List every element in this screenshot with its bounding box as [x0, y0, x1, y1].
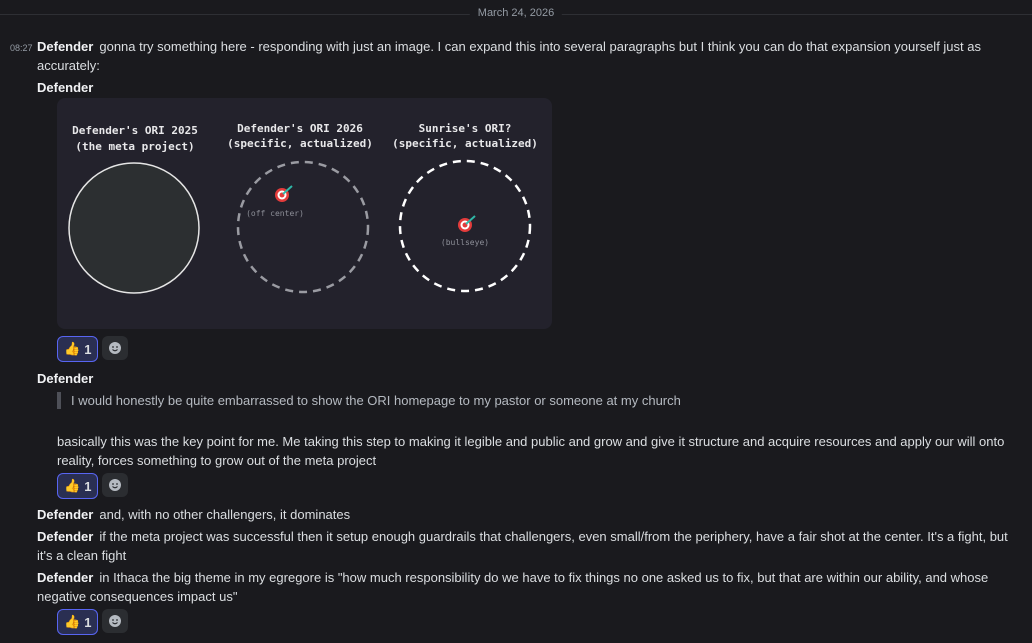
- message-author[interactable]: Defender: [37, 507, 94, 522]
- message-text: if the meta project was successful then it setup enough guardrails that challengers, even small/from the periphery, have a fair shot at the center. It's a fight, but it's a clean fight: [37, 529, 1008, 563]
- smiley-icon: [108, 478, 122, 492]
- reaction-count: 1: [84, 478, 92, 494]
- ori-diagram: [57, 98, 552, 329]
- message-author[interactable]: Defender: [37, 570, 94, 585]
- image-attachment[interactable]: [57, 98, 552, 329]
- message: [37, 37, 1014, 75]
- message: [37, 369, 1014, 388]
- col1-title1: Defender's ORI 2025: [72, 124, 198, 137]
- message-timestamp: 08:27: [10, 43, 33, 53]
- thumbs-up-icon: 👍: [64, 341, 81, 356]
- col2-title2: (specific, actualized): [227, 137, 373, 150]
- smiley-icon: [108, 614, 122, 628]
- reaction-row: [57, 473, 128, 499]
- message-author[interactable]: Defender: [37, 371, 94, 386]
- message: [37, 568, 1014, 606]
- reaction-count: 1: [84, 614, 92, 630]
- blockquote: I would honestly be quite embarrassed to show the ORI homepage to my pastor or someone at my church: [57, 392, 681, 409]
- target-icon: [458, 216, 475, 232]
- add-reaction-button[interactable]: [102, 473, 128, 497]
- message-author[interactable]: Defender: [37, 80, 94, 95]
- message: [37, 78, 1014, 97]
- bullseye-note: (bullseye): [440, 238, 490, 247]
- message-text: basically this was the key point for me. Me taking this step to making it legible and public and grow and give it structure and acquire resources and apply our will onto reality, forces something to grow out of the meta project: [57, 434, 1005, 468]
- reaction-count: 1: [84, 341, 92, 357]
- target-icon: [275, 186, 292, 202]
- thumbs-up-icon: 👍: [64, 478, 81, 493]
- thumbs-up-icon: 👍: [64, 614, 81, 629]
- message-text: in Ithaca the big theme in my egregore is "how much responsibility do we have to fix things no one asked us to fix, but that are within our ability, and whose negative consequences impact us": [37, 570, 989, 604]
- add-reaction-button[interactable]: [102, 336, 128, 360]
- add-reaction-button[interactable]: [102, 609, 128, 633]
- solid-circle: [69, 163, 199, 293]
- reaction-row: [57, 336, 128, 362]
- reaction-row: [57, 609, 128, 635]
- date-divider-label: March 24, 2026: [470, 7, 562, 19]
- message: [37, 527, 1014, 565]
- off-center-note: (off center): [246, 209, 304, 218]
- message-author[interactable]: Defender: [37, 529, 94, 544]
- message-text: gonna try something here - responding with just an image. I can expand this into several paragraphs but I think you can do that expansion yourself just as accurately:: [37, 39, 981, 73]
- col2-title1: Defender's ORI 2026: [237, 122, 363, 135]
- message-text: and, with no other challengers, it dominates: [99, 507, 351, 522]
- reaction-button[interactable]: [57, 473, 98, 499]
- message: [37, 505, 1014, 524]
- col3-title2: (specific, actualized): [392, 137, 538, 150]
- dashed-circle-off-center: [238, 162, 368, 292]
- reaction-button[interactable]: [57, 336, 98, 362]
- reaction-button[interactable]: [57, 609, 98, 635]
- col3-title1: Sunrise's ORI?: [418, 122, 512, 135]
- message-author[interactable]: Defender: [37, 39, 94, 54]
- smiley-icon: [108, 341, 122, 355]
- col1-title2: (the meta project): [75, 140, 195, 153]
